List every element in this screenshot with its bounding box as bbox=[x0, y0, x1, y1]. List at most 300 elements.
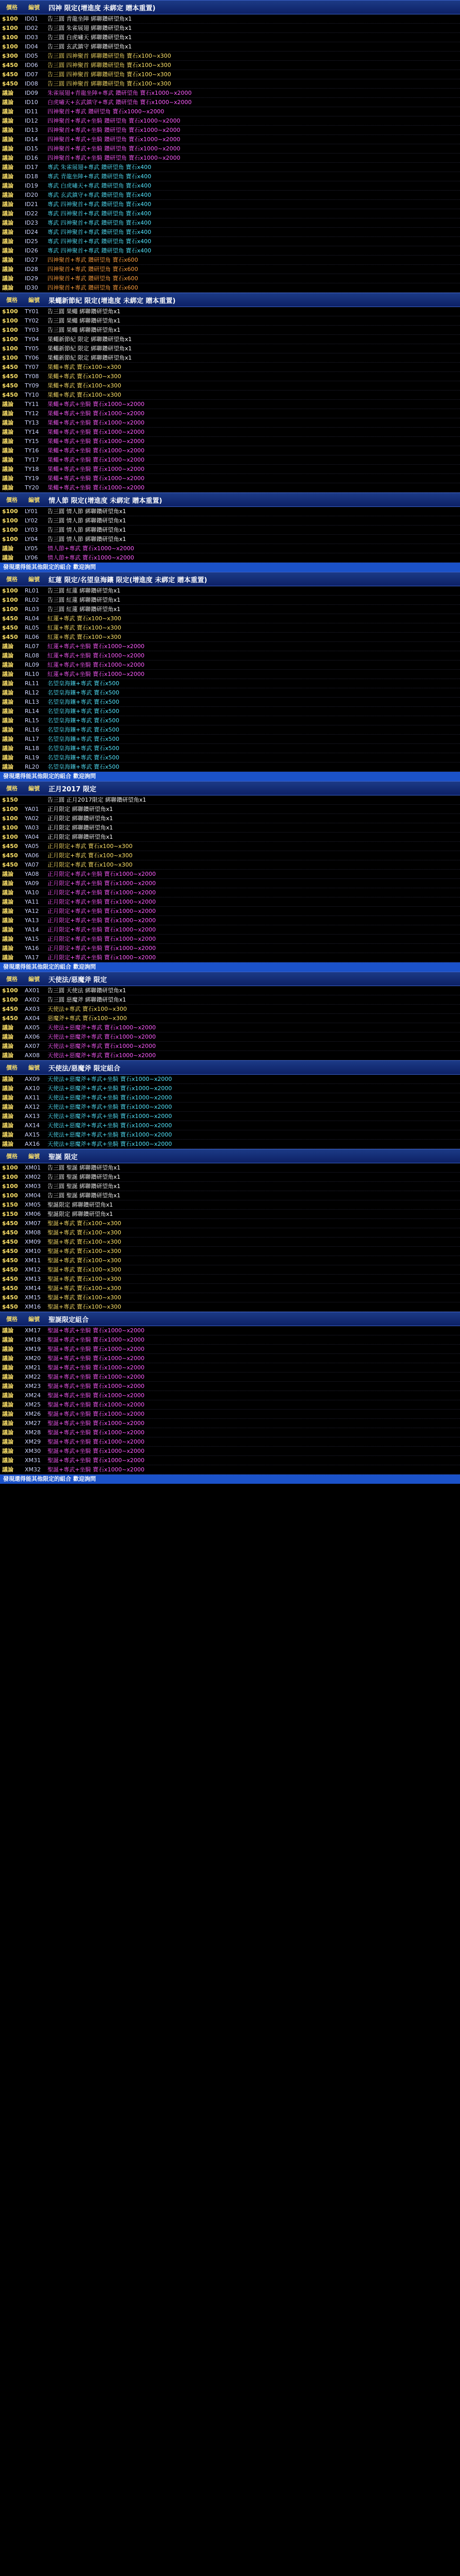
price-row[interactable] bbox=[0, 1400, 460, 1410]
item-price: $100 bbox=[2, 824, 18, 831]
price-row[interactable] bbox=[0, 1238, 460, 1247]
price-row[interactable] bbox=[0, 651, 460, 660]
code-column-header: 編號 bbox=[28, 1064, 40, 1071]
price-row[interactable] bbox=[0, 1326, 460, 1335]
item-code: LY05 bbox=[25, 545, 38, 552]
item-code: RL11 bbox=[25, 680, 39, 687]
price-row[interactable] bbox=[0, 228, 460, 237]
item-price: $450 bbox=[2, 1257, 18, 1264]
price-row[interactable] bbox=[0, 191, 460, 200]
price-row[interactable] bbox=[0, 823, 460, 833]
price-row[interactable] bbox=[0, 860, 460, 870]
item-code: ID29 bbox=[25, 275, 38, 282]
item-code: TY13 bbox=[25, 419, 39, 426]
item-code: AX05 bbox=[25, 1024, 40, 1031]
item-price: 議論 bbox=[2, 219, 13, 226]
price-row[interactable] bbox=[0, 163, 460, 172]
price-row[interactable] bbox=[0, 98, 460, 107]
price-row[interactable] bbox=[0, 725, 460, 735]
item-price: 議論 bbox=[2, 1052, 13, 1059]
item-code: TY01 bbox=[25, 308, 39, 315]
price-row[interactable] bbox=[0, 1103, 460, 1112]
price-row[interactable] bbox=[0, 61, 460, 70]
price-row[interactable] bbox=[0, 1130, 460, 1140]
item-description: 天使法+惡魔斧+專武+坐騎 寶石x1000~x2000 bbox=[47, 1104, 172, 1110]
price-row[interactable] bbox=[0, 814, 460, 823]
price-row[interactable] bbox=[0, 265, 460, 274]
price-row[interactable] bbox=[0, 372, 460, 381]
item-description: 正月限定+專武+坐騎 寶石x1000~x2000 bbox=[47, 936, 156, 942]
price-row[interactable] bbox=[0, 455, 460, 465]
price-row[interactable] bbox=[0, 1410, 460, 1419]
price-row[interactable] bbox=[0, 605, 460, 614]
item-description: 專武 玄武鎮守+專武 鑽研望角 寶石x400 bbox=[47, 192, 152, 198]
item-price: 議論 bbox=[2, 1383, 13, 1389]
price-row[interactable] bbox=[0, 172, 460, 181]
price-row[interactable] bbox=[0, 1084, 460, 1093]
item-code: AX02 bbox=[25, 996, 40, 1003]
item-description: 果蠅+專武+坐騎 寶石x1000~x2000 bbox=[47, 484, 145, 491]
price-row[interactable] bbox=[0, 483, 460, 493]
item-code: AX10 bbox=[25, 1085, 40, 1092]
item-code: YA15 bbox=[25, 936, 39, 942]
price-row[interactable] bbox=[0, 1005, 460, 1014]
item-price: 議論 bbox=[2, 1113, 13, 1120]
item-price: 議論 bbox=[2, 438, 13, 445]
price-row[interactable] bbox=[0, 544, 460, 553]
item-code: XM01 bbox=[25, 1164, 41, 1171]
item-description: 告三圓 聖誕 綁聯鑽研望角x1 bbox=[47, 1164, 121, 1171]
item-price: $100 bbox=[2, 15, 18, 22]
item-price: 議論 bbox=[2, 1085, 13, 1092]
item-code: YA03 bbox=[25, 824, 39, 831]
price-row[interactable] bbox=[0, 218, 460, 228]
price-row[interactable] bbox=[0, 586, 460, 596]
item-description: 正月限定+專武+坐騎 寶石x1000~x2000 bbox=[47, 871, 156, 877]
item-description: 正月限定+專武+坐騎 寶石x1000~x2000 bbox=[47, 945, 156, 952]
price-row[interactable] bbox=[0, 1200, 460, 1210]
price-row[interactable] bbox=[0, 200, 460, 209]
item-price: 議論 bbox=[2, 247, 13, 254]
price-row[interactable] bbox=[0, 1182, 460, 1191]
item-description: 告三圓 紅蓮 綁聯鑽研望角x1 bbox=[47, 597, 121, 603]
item-description: 聖誕+專武 寶石x100~x300 bbox=[47, 1229, 121, 1236]
price-row[interactable] bbox=[0, 507, 460, 516]
item-price: 議論 bbox=[2, 889, 13, 896]
price-row[interactable] bbox=[0, 907, 460, 916]
price-row[interactable] bbox=[0, 986, 460, 995]
price-row[interactable] bbox=[0, 851, 460, 860]
price-row[interactable] bbox=[0, 633, 460, 642]
price-row[interactable] bbox=[0, 1284, 460, 1293]
item-code: ID14 bbox=[25, 136, 38, 143]
item-price: $450 bbox=[2, 80, 18, 87]
item-code: YA02 bbox=[25, 815, 39, 822]
item-description: 四神聚首+專武+坐騎 鑽研望角 寶石x1000~x2000 bbox=[47, 127, 180, 133]
item-description: 天使法+惡魔斧+專武+坐騎 寶石x1000~x2000 bbox=[47, 1141, 172, 1147]
item-price: 議論 bbox=[2, 155, 13, 161]
price-row[interactable] bbox=[0, 79, 460, 89]
price-row[interactable] bbox=[0, 400, 460, 409]
price-row[interactable] bbox=[0, 935, 460, 944]
item-description: 四神聚首+專武+坐騎 鑽研望角 寶石x1000~x2000 bbox=[47, 136, 180, 143]
item-description: 正月限定+專武+坐騎 寶石x1000~x2000 bbox=[47, 908, 156, 914]
item-price: $450 bbox=[2, 1303, 18, 1310]
item-price: $100 bbox=[2, 527, 18, 533]
price-row[interactable] bbox=[0, 944, 460, 953]
section-title-text: 聖誕限定組合 bbox=[48, 1316, 89, 1324]
price-row[interactable] bbox=[0, 1354, 460, 1363]
item-description: 聖誕+專武 寶石x100~x300 bbox=[47, 1285, 121, 1292]
item-price: $450 bbox=[2, 71, 18, 78]
item-price: $150 bbox=[2, 796, 18, 803]
item-code: ID11 bbox=[25, 108, 38, 115]
item-description: 聖誕+專武+坐騎 寶石x1000~x2000 bbox=[47, 1346, 145, 1352]
item-price: $450 bbox=[2, 1248, 18, 1255]
price-row[interactable] bbox=[0, 237, 460, 246]
item-code: XM30 bbox=[25, 1448, 41, 1454]
item-description: 告三圓 四神聚首 綁聯鑽研望角 寶石x100~x300 bbox=[47, 62, 171, 69]
item-code: YA07 bbox=[25, 861, 39, 868]
price-row[interactable] bbox=[0, 679, 460, 688]
price-row[interactable] bbox=[0, 614, 460, 623]
item-description: 告三圓 正月2017限定 綁聯鑽研望角x1 bbox=[47, 796, 146, 803]
item-code: TY11 bbox=[25, 401, 39, 408]
price-row[interactable] bbox=[0, 1419, 460, 1428]
item-price: 議論 bbox=[2, 410, 13, 417]
item-description: 聖誕+專武 寶石x100~x300 bbox=[47, 1248, 121, 1255]
item-price: $100 bbox=[2, 996, 18, 1003]
price-row[interactable] bbox=[0, 1042, 460, 1051]
price-row[interactable] bbox=[0, 1275, 460, 1284]
item-price: 議論 bbox=[2, 1346, 13, 1352]
price-row[interactable] bbox=[0, 107, 460, 116]
footer-banner: 發現還得能其他限定的組合 歡迎詢問 bbox=[0, 1475, 460, 1484]
item-price: 議論 bbox=[2, 936, 13, 942]
item-price: 議論 bbox=[2, 429, 13, 435]
price-row[interactable] bbox=[0, 1032, 460, 1042]
price-row[interactable] bbox=[0, 642, 460, 651]
item-price: 議論 bbox=[2, 917, 13, 924]
price-row[interactable] bbox=[0, 1210, 460, 1219]
item-description: 聖誕+專武+坐騎 寶石x1000~x2000 bbox=[47, 1466, 145, 1473]
item-price: 議論 bbox=[2, 1438, 13, 1445]
price-row[interactable] bbox=[0, 623, 460, 633]
price-row[interactable] bbox=[0, 316, 460, 326]
price-row[interactable] bbox=[0, 670, 460, 679]
item-description: 告三圓 聖誕 綁聯鑽研望角x1 bbox=[47, 1192, 121, 1199]
price-row[interactable] bbox=[0, 42, 460, 52]
item-price: $100 bbox=[2, 1164, 18, 1171]
price-row[interactable] bbox=[0, 1173, 460, 1182]
price-row[interactable] bbox=[0, 126, 460, 135]
item-price: 議論 bbox=[2, 1033, 13, 1040]
price-row[interactable] bbox=[0, 1228, 460, 1238]
price-row[interactable] bbox=[0, 1437, 460, 1447]
item-description: 正月限定+專武+坐騎 寶石x1000~x2000 bbox=[47, 926, 156, 933]
price-row[interactable] bbox=[0, 363, 460, 372]
price-row[interactable] bbox=[0, 995, 460, 1005]
item-code: XM18 bbox=[25, 1336, 41, 1343]
price-row[interactable] bbox=[0, 897, 460, 907]
price-row[interactable] bbox=[0, 344, 460, 353]
item-price: 議論 bbox=[2, 1411, 13, 1417]
price-row[interactable] bbox=[0, 1372, 460, 1382]
price-row[interactable] bbox=[0, 516, 460, 526]
item-code: YA13 bbox=[25, 917, 39, 924]
item-code: TY07 bbox=[25, 364, 39, 370]
item-code: AX14 bbox=[25, 1122, 40, 1129]
price-row[interactable] bbox=[0, 154, 460, 163]
item-price: 議論 bbox=[2, 726, 13, 733]
price-row[interactable] bbox=[0, 1293, 460, 1302]
item-price: 議論 bbox=[2, 926, 13, 933]
item-description: 果蠅新節紀 限定 綁聯鑽研望角x1 bbox=[47, 336, 132, 343]
item-price: 議論 bbox=[2, 1364, 13, 1371]
section-header bbox=[0, 293, 460, 307]
price-row[interactable] bbox=[0, 144, 460, 154]
item-description: 正月限定+專武 寶石x100~x300 bbox=[47, 852, 133, 859]
price-row[interactable] bbox=[0, 89, 460, 98]
price-row[interactable] bbox=[0, 1140, 460, 1149]
price-row[interactable] bbox=[0, 842, 460, 851]
price-row[interactable] bbox=[0, 879, 460, 888]
price-row[interactable] bbox=[0, 535, 460, 544]
item-code: ID01 bbox=[25, 15, 38, 22]
item-description: 告三圓 情人節 綁聯鑽研望角x1 bbox=[47, 517, 126, 524]
price-row[interactable] bbox=[0, 52, 460, 61]
item-price: 議論 bbox=[2, 419, 13, 426]
price-row[interactable] bbox=[0, 1163, 460, 1173]
item-description: 聖誕+專武+坐騎 寶石x1000~x2000 bbox=[47, 1374, 145, 1380]
item-code: RL10 bbox=[25, 671, 39, 677]
item-code: ID16 bbox=[25, 155, 38, 161]
price-row[interactable] bbox=[0, 353, 460, 363]
price-row[interactable] bbox=[0, 1456, 460, 1465]
price-row[interactable] bbox=[0, 335, 460, 344]
code-column-header: 編號 bbox=[28, 576, 40, 583]
price-row[interactable] bbox=[0, 1093, 460, 1103]
section-title-text: 聖誕 限定 bbox=[48, 1153, 78, 1161]
price-row[interactable] bbox=[0, 1335, 460, 1345]
price-row[interactable] bbox=[0, 753, 460, 762]
combo-banner: 發現還得能其他限定的組合 歡迎詢問 bbox=[0, 772, 460, 781]
price-row[interactable] bbox=[0, 916, 460, 925]
price-row[interactable] bbox=[0, 428, 460, 437]
item-price: 議論 bbox=[2, 1076, 13, 1082]
price-row[interactable] bbox=[0, 446, 460, 455]
item-code: XM32 bbox=[25, 1466, 41, 1473]
item-code: XM04 bbox=[25, 1192, 41, 1199]
price-row[interactable] bbox=[0, 1345, 460, 1354]
item-description: 果蠅+專武 寶石x100~x300 bbox=[47, 373, 121, 380]
price-row[interactable] bbox=[0, 1121, 460, 1130]
section-header bbox=[0, 493, 460, 507]
price-row[interactable] bbox=[0, 925, 460, 935]
item-description: 正月限定+專武+坐騎 寶石x1000~x2000 bbox=[47, 954, 156, 961]
item-code: ID18 bbox=[25, 173, 38, 180]
price-row[interactable] bbox=[0, 1219, 460, 1228]
price-row[interactable] bbox=[0, 307, 460, 316]
price-row[interactable] bbox=[0, 1391, 460, 1400]
price-row[interactable] bbox=[0, 391, 460, 400]
item-description: 告三圓 天使法 綁聯鑽研望角x1 bbox=[47, 987, 126, 994]
item-description: 果蠅+專武 寶石x100~x300 bbox=[47, 364, 121, 370]
item-description: 聖誕+專武 寶石x100~x300 bbox=[47, 1257, 121, 1264]
price-row[interactable] bbox=[0, 116, 460, 126]
item-code: ID23 bbox=[25, 219, 38, 226]
price-row[interactable] bbox=[0, 1051, 460, 1060]
price-row[interactable] bbox=[0, 209, 460, 218]
price-row[interactable] bbox=[0, 24, 460, 33]
price-column-header: 價格 bbox=[6, 976, 18, 982]
item-price: 議論 bbox=[2, 1355, 13, 1362]
item-description: 紅蓮+專武+坐騎 寶石x1000~x2000 bbox=[47, 671, 145, 677]
price-row[interactable] bbox=[0, 418, 460, 428]
item-price: 議論 bbox=[2, 117, 13, 124]
price-row[interactable] bbox=[0, 888, 460, 897]
price-row[interactable] bbox=[0, 1014, 460, 1023]
price-row[interactable] bbox=[0, 381, 460, 391]
price-row[interactable] bbox=[0, 596, 460, 605]
item-price: $100 bbox=[2, 327, 18, 333]
price-row[interactable] bbox=[0, 326, 460, 335]
price-row[interactable] bbox=[0, 474, 460, 483]
price-row[interactable] bbox=[0, 1447, 460, 1456]
price-row[interactable] bbox=[0, 283, 460, 293]
price-row[interactable] bbox=[0, 1363, 460, 1372]
code-column-header: 編號 bbox=[28, 976, 40, 982]
price-row[interactable] bbox=[0, 698, 460, 707]
price-row[interactable] bbox=[0, 553, 460, 563]
price-row[interactable] bbox=[0, 833, 460, 842]
item-description: 紅蓮+專武 寶石x100~x300 bbox=[47, 634, 121, 640]
price-row[interactable] bbox=[0, 135, 460, 144]
item-description: 名望皇海鑲+專武 寶石x500 bbox=[47, 754, 120, 761]
item-code: ID03 bbox=[25, 34, 38, 41]
item-code: ID05 bbox=[25, 53, 38, 59]
price-row[interactable] bbox=[0, 246, 460, 256]
item-price: 議論 bbox=[2, 1336, 13, 1343]
price-row[interactable] bbox=[0, 33, 460, 42]
item-code: TY14 bbox=[25, 429, 39, 435]
item-code: XM16 bbox=[25, 1303, 41, 1310]
price-row[interactable] bbox=[0, 688, 460, 698]
item-code: ID04 bbox=[25, 43, 38, 50]
item-description: 聖誕+專武 寶石x100~x300 bbox=[47, 1266, 121, 1273]
price-row[interactable] bbox=[0, 437, 460, 446]
item-description: 聖誕+專武 寶石x100~x300 bbox=[47, 1303, 121, 1310]
price-column-header: 價格 bbox=[6, 1153, 18, 1160]
price-row[interactable] bbox=[0, 409, 460, 418]
item-description: 果蠅+專武+坐騎 寶石x1000~x2000 bbox=[47, 410, 145, 417]
price-row[interactable] bbox=[0, 1265, 460, 1275]
price-row[interactable] bbox=[0, 1075, 460, 1084]
price-row[interactable] bbox=[0, 1023, 460, 1032]
section-header bbox=[0, 972, 460, 986]
price-row[interactable] bbox=[0, 762, 460, 772]
price-row[interactable] bbox=[0, 526, 460, 535]
price-row[interactable] bbox=[0, 1428, 460, 1437]
item-description: 紅蓮+專武+坐騎 寶石x1000~x2000 bbox=[47, 643, 145, 650]
item-price: 議論 bbox=[2, 201, 13, 208]
item-code: LY03 bbox=[25, 527, 38, 533]
item-description: 告三圓 紅蓮 綁聯鑽研望角x1 bbox=[47, 587, 121, 594]
item-price: $450 bbox=[2, 1015, 18, 1022]
item-description: 聖誕+專武+坐騎 寶石x1000~x2000 bbox=[47, 1448, 145, 1454]
item-code: XM31 bbox=[25, 1457, 41, 1464]
item-code: ID06 bbox=[25, 62, 38, 69]
price-row[interactable] bbox=[0, 744, 460, 753]
price-row[interactable] bbox=[0, 274, 460, 283]
price-row[interactable] bbox=[0, 735, 460, 744]
price-row[interactable] bbox=[0, 1465, 460, 1475]
item-code: AX08 bbox=[25, 1052, 40, 1059]
price-row[interactable] bbox=[0, 795, 460, 805]
price-row[interactable] bbox=[0, 870, 460, 879]
price-row[interactable] bbox=[0, 1247, 460, 1256]
item-price: $100 bbox=[2, 508, 18, 515]
item-code: YA14 bbox=[25, 926, 39, 933]
item-description: 告三圓 聖誕 綁聯鑽研望角x1 bbox=[47, 1183, 121, 1190]
item-description: 四神聚首+專武+坐騎 鑽研望角 寶石x1000~x2000 bbox=[47, 117, 180, 124]
item-description: 天使法+惡魔斧+專武+坐騎 寶石x1000~x2000 bbox=[47, 1085, 172, 1092]
price-row[interactable] bbox=[0, 1256, 460, 1265]
item-code: AX06 bbox=[25, 1033, 40, 1040]
price-row[interactable] bbox=[0, 707, 460, 716]
item-description: 紅蓮+專武+坐騎 寶石x1000~x2000 bbox=[47, 662, 145, 668]
price-row[interactable] bbox=[0, 660, 460, 670]
price-row[interactable] bbox=[0, 1382, 460, 1391]
item-code: XM25 bbox=[25, 1401, 41, 1408]
price-row[interactable] bbox=[0, 953, 460, 962]
item-price: 議論 bbox=[2, 745, 13, 752]
item-description: 正月限定+專武 寶石x100~x300 bbox=[47, 843, 133, 850]
price-row[interactable] bbox=[0, 805, 460, 814]
item-price: $100 bbox=[2, 517, 18, 524]
price-row[interactable] bbox=[0, 256, 460, 265]
price-row[interactable] bbox=[0, 1112, 460, 1121]
price-row[interactable] bbox=[0, 465, 460, 474]
item-price: 議論 bbox=[2, 475, 13, 482]
item-price: $100 bbox=[2, 606, 18, 613]
item-price: 議論 bbox=[2, 164, 13, 171]
item-price: 議論 bbox=[2, 229, 13, 235]
item-code: ID21 bbox=[25, 201, 38, 208]
item-price: 議論 bbox=[2, 1122, 13, 1129]
item-code: TY16 bbox=[25, 447, 39, 454]
item-description: 告三圓 情人節 綁聯鑽研望角x1 bbox=[47, 508, 126, 515]
item-code: ID02 bbox=[25, 25, 38, 31]
item-description: 告三圓 惡魔斧 綁聯鑽研望角x1 bbox=[47, 996, 126, 1003]
price-row[interactable] bbox=[0, 1302, 460, 1312]
price-column-header: 價格 bbox=[6, 785, 18, 792]
item-description: 聖誕限定 綁聯鑽研望角x1 bbox=[47, 1211, 113, 1217]
item-description: 果蠅+專武+坐騎 寶石x1000~x2000 bbox=[47, 475, 145, 482]
item-description: 聖誕+專武+坐騎 寶石x1000~x2000 bbox=[47, 1392, 145, 1399]
price-row[interactable] bbox=[0, 181, 460, 191]
item-price: 議論 bbox=[2, 238, 13, 245]
item-price: $100 bbox=[2, 1192, 18, 1199]
price-row[interactable] bbox=[0, 716, 460, 725]
item-description: 名望皇海鑲+專武 寶石x500 bbox=[47, 699, 120, 705]
item-code: ID24 bbox=[25, 229, 38, 235]
item-code: YA16 bbox=[25, 945, 39, 952]
price-row[interactable] bbox=[0, 14, 460, 24]
price-row[interactable] bbox=[0, 1191, 460, 1200]
price-row[interactable] bbox=[0, 70, 460, 79]
item-description: 果蠅+專武 寶石x100~x300 bbox=[47, 392, 121, 398]
